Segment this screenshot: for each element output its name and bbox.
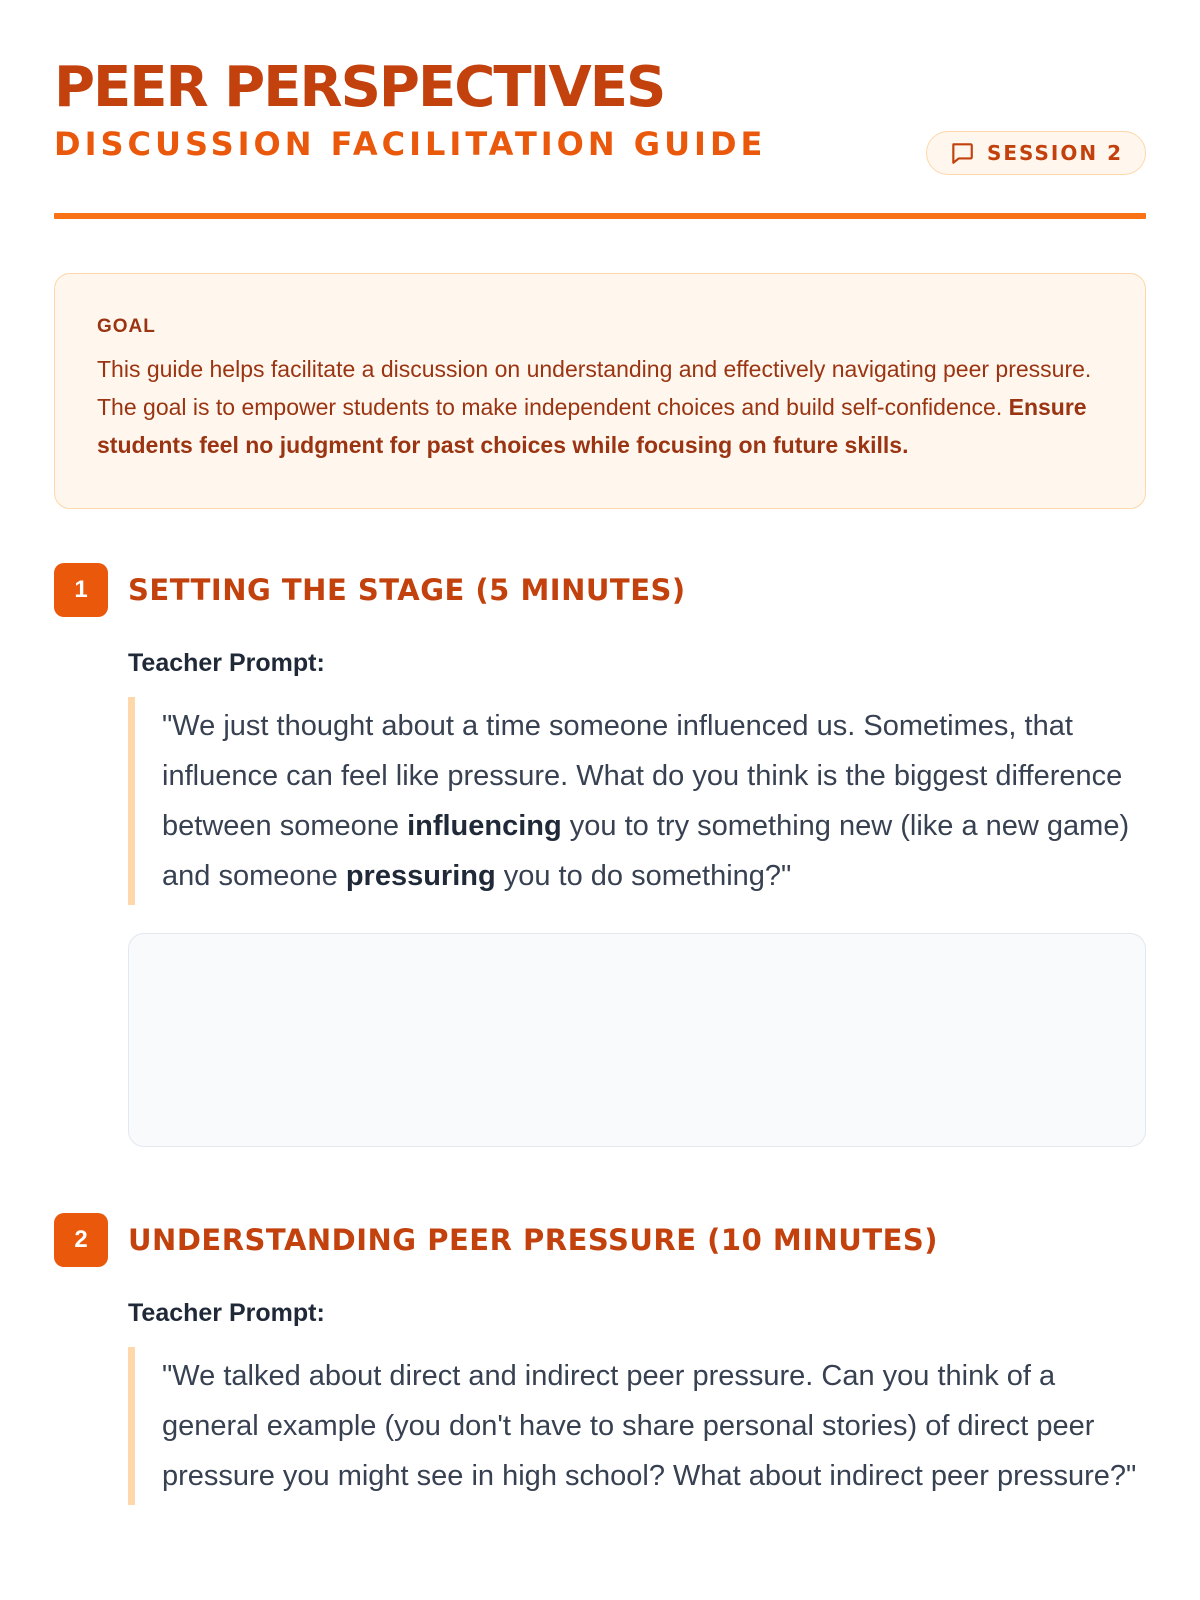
goal-label: GOAL [97, 316, 156, 337]
goal-emphasis: Ensure students feel no judgment for past choices while focusing on future skills. [97, 394, 1087, 458]
section-number-badge: 1 [54, 563, 108, 617]
section-title: UNDERSTANDING PEER PRESSURE (10 MINUTES) [128, 1223, 939, 1257]
page-title: PEER PERSPECTIVES [54, 55, 665, 120]
session-badge [926, 131, 1146, 175]
prompt-emphasis-influencing: influencing [407, 810, 562, 842]
section-title: SETTING THE STAGE (5 MINUTES) [128, 573, 686, 607]
chat-bubble-icon [949, 140, 975, 166]
teacher-prompt-quote: "We talked about direct and indirect peer pressure. Can you think of a general example (you don't have to share personal stories) of direct peer pressure you might see in high school? What about indirect peer pressure?" [128, 1347, 1146, 1505]
prompt-text-part: you to try something new (like a new game) and someone [162, 810, 1130, 892]
goal-box [54, 273, 1146, 509]
section-understanding-peer-pressure [54, 1213, 1146, 1505]
section-header [54, 563, 1146, 617]
goal-description: This guide helps facilitate a discussion on understanding and effectively navigating peer pressure. The goal is to empower students to make independent choices and build self-confidence. [97, 356, 1092, 420]
section-body [128, 1297, 1146, 1505]
prompt-text-part: "We just thought about a time someone influenced us. Sometimes, that influence can feel like pressure. What do you think is the biggest difference between someone [162, 710, 1123, 842]
section-header [54, 1213, 1146, 1267]
teacher-prompt-label: Teacher Prompt: [128, 1299, 325, 1327]
teacher-prompt-quote [128, 697, 1146, 905]
page-header [54, 0, 1146, 163]
teacher-prompt-label: Teacher Prompt: [128, 649, 325, 677]
prompt-text-part: you to do something?" [495, 860, 792, 892]
page-subtitle: DISCUSSION FACILITATION GUIDE [54, 125, 767, 163]
section-setting-the-stage [54, 563, 1146, 1147]
goal-text [97, 350, 1103, 464]
notes-response-area[interactable] [128, 933, 1146, 1147]
session-label: SESSION 2 [986, 141, 1123, 165]
header-divider [54, 213, 1146, 219]
section-body [128, 647, 1146, 1147]
section-number-badge: 2 [54, 1213, 108, 1267]
prompt-emphasis-pressuring: pressuring [345, 860, 496, 892]
